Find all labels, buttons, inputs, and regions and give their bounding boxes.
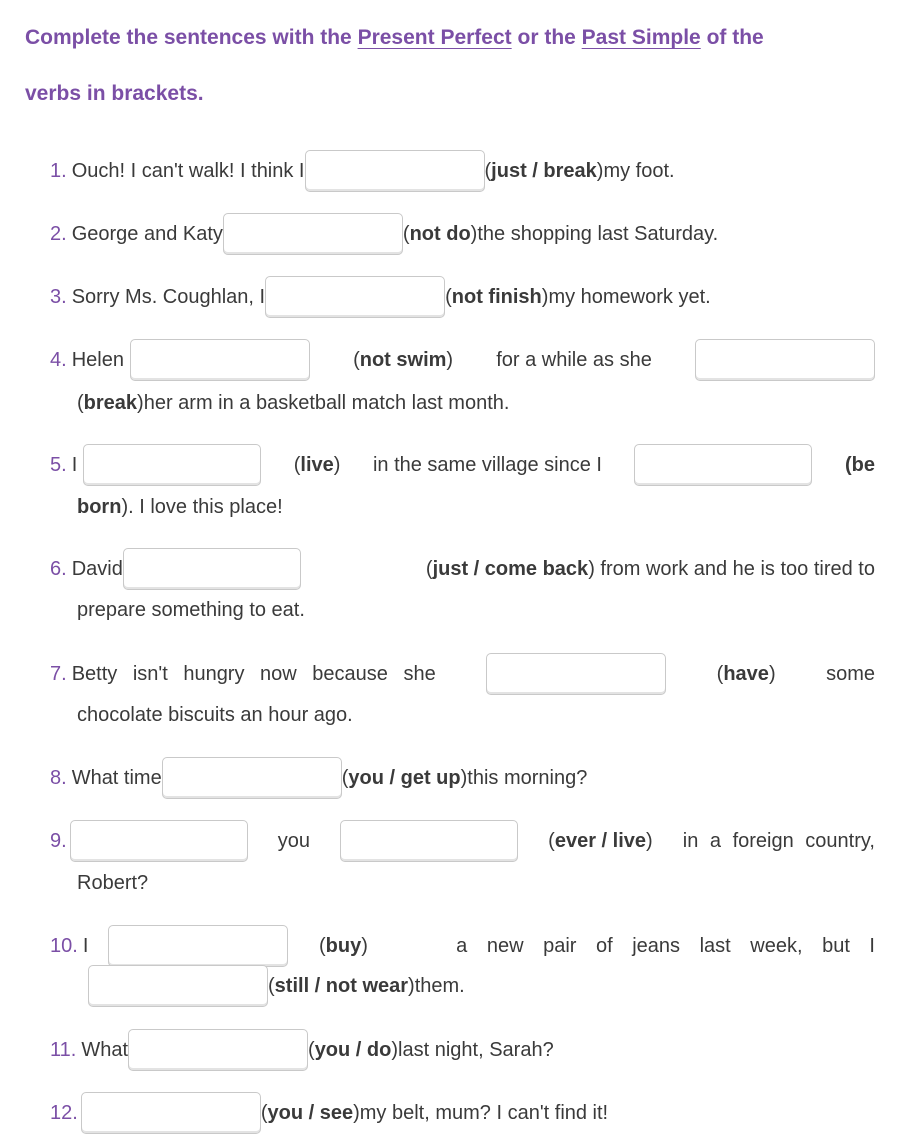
exercise-item-1 <box>50 148 675 194</box>
item-number: 6. <box>50 557 67 580</box>
instruction-text: or the <box>511 26 582 49</box>
verb-hint: (not finish) <box>445 285 549 308</box>
verb-hint: (you / get up) <box>341 766 468 789</box>
answer-box-11[interactable] <box>128 1029 308 1071</box>
answer-box-8[interactable] <box>162 757 342 799</box>
sentence-text: the shopping last Saturday. <box>477 222 719 245</box>
answer-box-12[interactable] <box>81 1092 261 1134</box>
verb-hint: (live) <box>293 453 341 476</box>
sentence-text: Robert? <box>77 871 149 894</box>
exercise-item-10-continued <box>88 963 465 1009</box>
answer-box-6[interactable] <box>123 548 301 590</box>
answer-box-9a[interactable] <box>70 820 248 862</box>
exercise-item-2 <box>50 211 718 257</box>
sentence-text: in a foreign country, <box>682 829 875 852</box>
verb-hint-start: (be <box>844 453 875 476</box>
instructions <box>25 26 764 50</box>
sentence-text: prepare something to eat. <box>77 598 305 621</box>
exercise-item-3 <box>50 274 711 320</box>
exercise-item-11 <box>50 1027 554 1073</box>
item-number: 9. <box>50 829 67 852</box>
sentence-text: Ouch! I can't walk! I think I <box>71 159 305 182</box>
exercise-item-7-continued <box>77 692 353 738</box>
sentence-text: Helen <box>71 348 124 371</box>
item-number: 5. <box>50 453 67 476</box>
sentence-text: Sorry Ms. Coughlan, I <box>71 285 266 308</box>
sentence-text: a new pair of jeans last week, but I <box>456 934 875 957</box>
sentence-text: my foot. <box>603 159 675 182</box>
item-number: 10. <box>50 934 78 957</box>
answer-box-4b[interactable] <box>695 339 875 381</box>
answer-box-7[interactable] <box>486 653 666 695</box>
sentence-text: in the same village since I <box>372 453 602 476</box>
answer-box-4a[interactable] <box>130 339 310 381</box>
item-number: 7. <box>50 662 67 685</box>
sentence-text: from work and he is too tired to <box>594 557 875 580</box>
sentence-text: Betty isn't hungry now because she <box>71 662 436 685</box>
item-number: 11. <box>50 1038 77 1061</box>
sentence-text: you <box>277 829 311 852</box>
instruction-text: Complete the sentences with the <box>25 26 358 49</box>
item-number: 12. <box>50 1101 78 1124</box>
verb-hint: (just / break) <box>484 159 604 182</box>
verb-hint: (still / not wear) <box>268 974 415 997</box>
answer-box-10b[interactable] <box>88 965 268 1007</box>
sentence-text: them. <box>414 974 465 997</box>
verb-hint: (not do) <box>402 222 478 245</box>
exercise-item-9 <box>50 818 875 864</box>
answer-box-5a[interactable] <box>83 444 261 486</box>
item-number: 8. <box>50 766 67 789</box>
sentence-text: I <box>82 934 89 957</box>
answer-box-5b[interactable] <box>634 444 812 486</box>
sentence-text: my belt, mum? I can't find it! <box>359 1101 609 1124</box>
present-perfect-term: Present Perfect <box>357 26 512 49</box>
sentence-text: for a while as she <box>496 348 652 371</box>
verb-hint: (break) <box>77 391 144 414</box>
answer-box-1[interactable] <box>305 150 485 192</box>
sentence-text: her arm in a basketball match last month. <box>143 391 510 414</box>
exercise-item-4 <box>50 337 875 383</box>
sentence-text: last night, Sarah? <box>398 1038 554 1061</box>
sentence-text: chocolate biscuits an hour ago. <box>77 703 353 726</box>
exercise-item-5 <box>50 442 875 488</box>
sentence-text: George and Katy <box>71 222 223 245</box>
verb-hint: (buy) <box>319 934 368 957</box>
exercise-item-6 <box>50 546 875 592</box>
sentence-text: this morning? <box>467 766 588 789</box>
item-number: 3. <box>50 285 67 308</box>
past-simple-term: Past Simple <box>581 26 701 49</box>
exercise-item-6-continued <box>77 587 305 633</box>
exercise-item-5-continued <box>77 484 283 530</box>
answer-box-10a[interactable] <box>108 925 288 967</box>
verb-hint: (ever / live) <box>548 829 653 852</box>
verb-hint: (just / come back) <box>425 557 595 580</box>
answer-box-2[interactable] <box>223 213 403 255</box>
sentence-text: I <box>71 453 78 476</box>
exercise-item-7 <box>50 651 875 697</box>
item-number: 2. <box>50 222 67 245</box>
instructions-line-2: verbs in brackets. <box>25 82 204 105</box>
exercise-item-9-continued <box>77 860 148 906</box>
answer-box-3[interactable] <box>265 276 445 318</box>
exercise-item-8 <box>50 755 587 801</box>
item-number: 1. <box>50 159 67 182</box>
sentence-text: some <box>826 662 875 685</box>
sentence-text: my homework yet. <box>548 285 711 308</box>
sentence-text: ). I love this place! <box>121 495 283 518</box>
verb-hint: (you / see) <box>260 1101 360 1124</box>
exercise-item-12 <box>50 1090 608 1136</box>
sentence-text: What <box>81 1038 129 1061</box>
item-number: 4. <box>50 348 67 371</box>
verb-hint: (you / do) <box>308 1038 399 1061</box>
exercise-item-4-continued <box>77 380 509 426</box>
verb-hint: (not swim) <box>353 348 454 371</box>
verb-hint-end: born <box>77 495 122 518</box>
verb-hint: (have) <box>716 662 776 685</box>
sentence-text: What time <box>71 766 162 789</box>
instruction-text: of the <box>700 26 764 49</box>
sentence-text: David <box>71 557 123 580</box>
answer-box-9b[interactable] <box>340 820 518 862</box>
